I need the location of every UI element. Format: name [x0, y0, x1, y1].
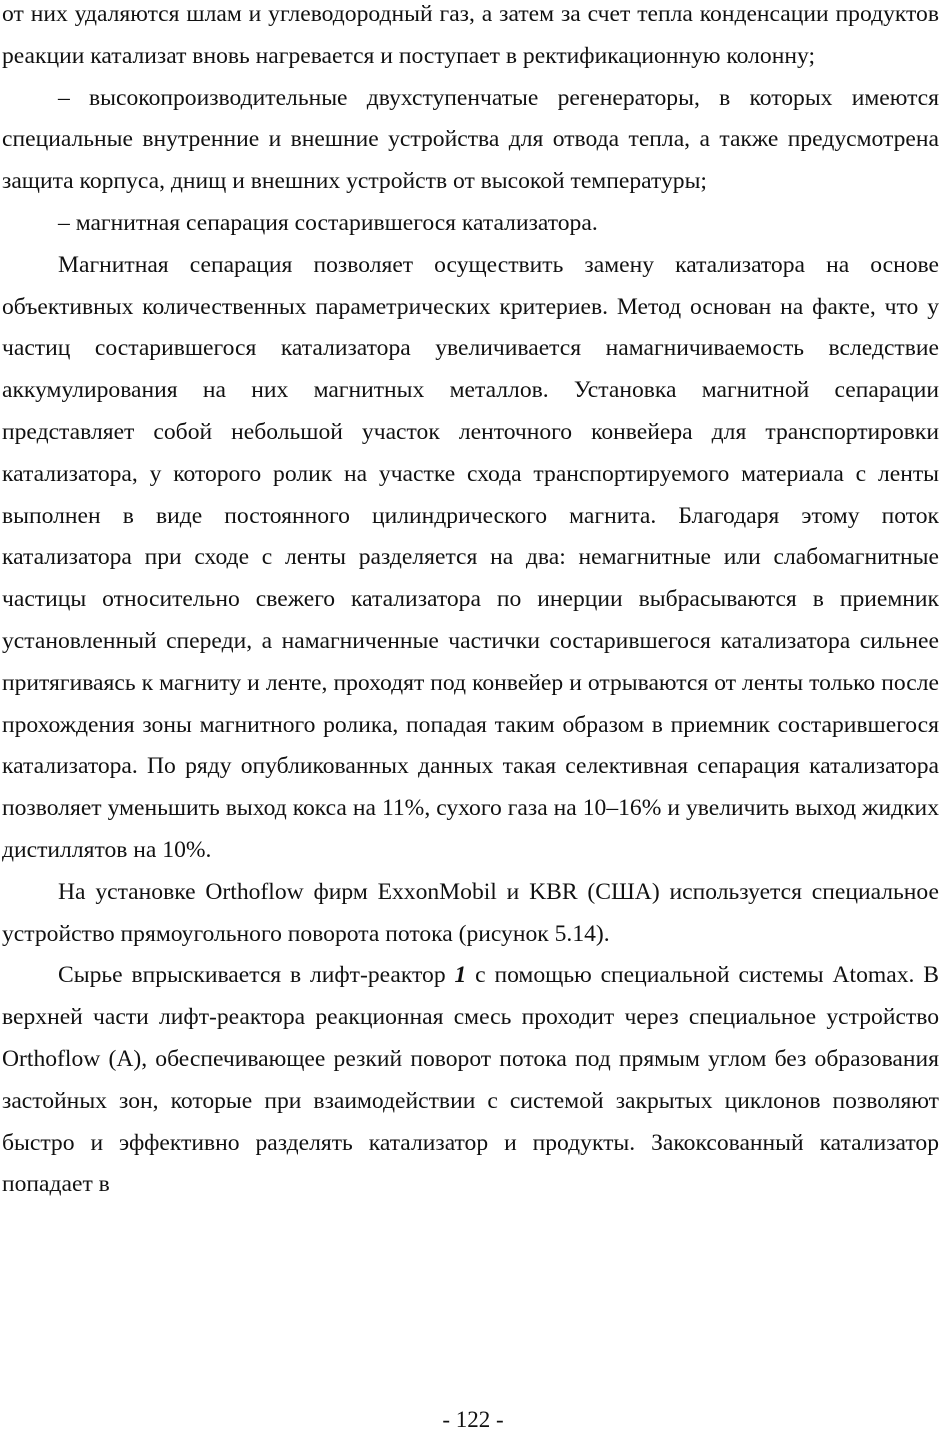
paragraph-text: На установке Orthoflow фирм ExxonMobil и KBR (США) используется специальное устройство прямоугольного поворота потока (рисунок 5.14).: [2, 878, 939, 947]
paragraph-regenerators: [2, 78, 939, 203]
paragraph-continuation: [2, 0, 939, 78]
paragraph-text: – магнитная сепарация состарившегося катализатора.: [58, 209, 598, 236]
body-text: [2, 0, 939, 1206]
paragraph-text: от них удаляются шлам и углеводородный газ, а затем за счет тепла конденсации продуктов реакции катализат вновь нагревается и поступает в ректификационную колонну;: [2, 1, 939, 69]
reactor-number-label: 1: [454, 962, 467, 989]
paragraph-text: – высокопроизводительные двухступенчатые регенераторы, в которых имеются специальные внутренние и внешние устройства для отвода тепла, а также предусмотрена защита корпуса, днищ и внешних устройств от высокой температуры;: [2, 84, 939, 195]
paragraph-text: с помощью специальной системы Atomax. В верхней части лифт-реактора реакционная смесь проходит через специальное устройство Orthoflow (А), обеспечивающее резкий поворот потока под прямым углом без образования застойных зон, которые при взаимодействии с системой закрытых циклонов позволяют быстро и эффективно разделять катализатор и продукты. Закоксованный катализатор попадает в: [2, 962, 939, 1198]
paragraph-magnetic-separation-item: [2, 203, 939, 245]
page-number: - 122 -: [442, 1407, 504, 1432]
paragraph-magnetic-separation: [2, 245, 939, 872]
paragraph-text: Магнитная сепарация позволяет осуществить замену катализатора на основе объективных количественных параметрических критериев. Метод основан на факте, что у частиц состарившегося катализатора увеличивается намагничиваемость вследствие аккумулирования на них магнитных металлов. Установка магнитной сепарации представляет собой небольшой участок ленточного конвейера для транспортировки катализатора, у которого ролик на участке схода транспортируемого материала с ленты выполнен в виде постоянного цилиндрического магнита. Благодаря этому поток катализатора при сходе с ленты разделяется на два: немагнитные или слабомагнитные частицы относительно свежего катализатора по инерции выбрасываются в приемник установленный спереди, а намагниченные частички состарившегося катализатора сильнее притягиваясь к магниту и ленте, проходят под конвейер и отрываются от ленты только после прохождения зоны магнитного ролика, попадая таким образом в приемник состарившегося катализатора. По ряду опубликованных данных такая селективная сепарация катализатора позволяет уменьшить выход кокса на 11%, сухого газа на 10–16% и увеличить выход жидких дистиллятов на 10%.: [2, 251, 939, 863]
paragraph-feed-injection: [2, 955, 939, 1206]
paragraph-orthoflow: [2, 872, 939, 956]
paragraph-text: Сырье впрыскивается в лифт-реактор: [58, 962, 455, 989]
